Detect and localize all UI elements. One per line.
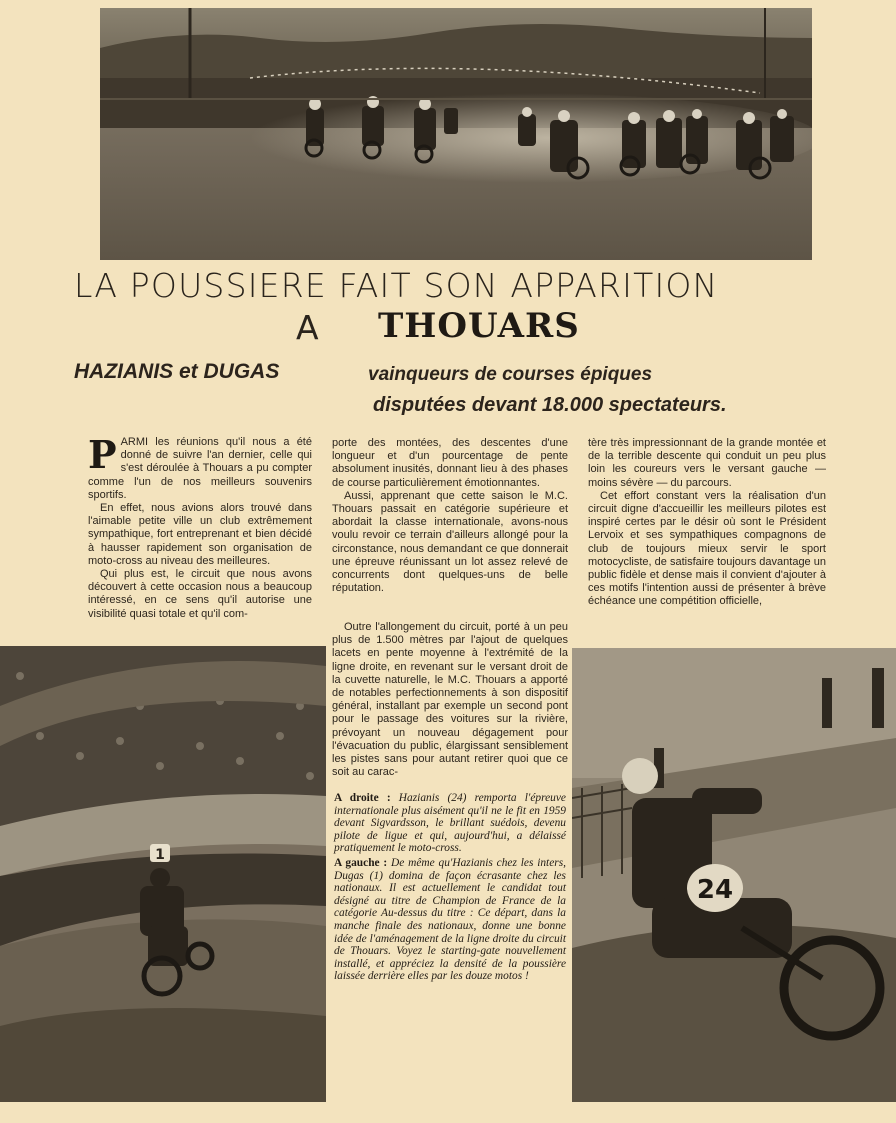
subheadline-text: vainqueurs de courses épiques: [368, 364, 653, 385]
col1-paragraph-2: En effet, nous avions alors trouvé dans l'aimable petite ville un club extrêmement sympathique, fort entreprenant et bien décidé à hausser rapidement son organisation de moto-cross au niveau des meilleures.: [88, 502, 312, 567]
drop-cap: P: [88, 432, 117, 477]
article-column-2b: [332, 621, 568, 779]
headline-prefix: A: [296, 308, 319, 347]
col3-paragraph-2: Cet effort constant vers la réalisation d'un circuit digne d'accueillir les meilleurs pilotes est inspiré certes par le désir où sont le Président Lervoix et ses sympathiques compagnons de club de toujours mieux servir le sport motocycliste, de satisfaire toujours davantage un public fidèle et dense mais il convient d'ajouter à ces motifs l'intention aussi de présenter à brève échéance une compétition officielle,: [588, 489, 826, 608]
article-column-3: [588, 437, 826, 609]
subheadline-line2: disputées devant 18.000 spectateurs.: [373, 394, 727, 416]
col1-paragraph-1: ARMI les réunions qu'il nous a été donné de suivre l'an dernier, celle qui s'est déroulée à Thouars a pu compter comme l'un de nos meilleurs souvenirs sportifs.: [88, 436, 312, 501]
headline-town: THOUARS: [378, 306, 580, 346]
caption-right-label: A droite :: [334, 792, 391, 804]
col2-paragraph-1: porte des montées, des descentes d'une longueur et d'un pourcentage de pente absolument inusités, donnant lieu à des phases de course particulièrement émotionnantes.: [332, 437, 568, 489]
col3-paragraph-1: tère très impressionnant de la grande montée et de la terrible descente qui conduit un peu plus loin les coureurs vers le versant gauche — moins sévère — du parcours.: [588, 437, 826, 489]
col2-paragraph-2: Aussi, apprenant que cette saison le M.C. Thouars passait en catégorie supérieure et abordait la classe internationale, avons-nous voulu revoir ce terrain d'ailleurs allongé pour la circonstance, nous demandant ce que donnerait une épreuve réunissant un lot assez relevé de concurrents dont quelques-uns de belle réputation.: [332, 489, 568, 595]
headline: LA POUSSIERE FAIT SON APPARITION: [74, 266, 719, 305]
photo-caption: [334, 792, 566, 985]
race-start-photo: [100, 8, 812, 260]
col1-paragraph-3: Qui plus est, le circuit que nous avons découvert à cette occasion nous a beaucoup intéressé, en ce sens qu'il autorise une visibilité quasi totale et qu'il com-: [88, 568, 312, 620]
rider-number-1: 1: [155, 847, 165, 863]
hazianis-photo: [572, 648, 896, 1102]
rider-number-24: 24: [696, 875, 734, 905]
article-column-2: [332, 437, 568, 595]
caption-left-label: A gauche :: [334, 856, 388, 869]
article-column-1: [88, 432, 312, 621]
caption-left-text: De même qu'Hazianis chez les inters, Dugas (1) domina de façon écrasante chez les nationaux. Il est actuellement le candidat tout désigné au titre de Champion de France de la catégorie Au-dessus du titre : Ce départ, dans la manche finale des nationaux, donne une bonne idée de l'aménagement de la ligne droite du circuit de Thouars. Voyez le starting-gate nouvellement installé, et appréciez la densité de la poussière laissée derrière elles par les douze motos !: [334, 856, 566, 983]
col2-paragraph-3: Outre l'allongement du circuit, porté à un peu plus de 1.500 mètres par l'ajout de quelques lacets en pente moyenne à l'extrémité de la ligne droite, en revenant sur le versant droit de la cuvette naturelle, le M.C. Thouars a apporté de notables perfectionnements à son dispositif général, installant par exemple un second pont pour le passage des voitures sur la rivière, prévoyant un nouveau dégagement pour l'évacuation du public, élargissant sensiblement les pistes sans pour autant retirer quoi que ce soit au carac-: [332, 621, 568, 779]
caption-right-text: Hazianis (24) remporta l'épreuve internationale plus aisément qu'il ne le fit en 1959 devant Sigvardsson, le brillant suédois, devenu pilote de ligue et qui, aujourd'hui, a délaissé pratiquement le moto-cross.: [334, 792, 566, 855]
subheadline-names: HAZIANIS et DUGAS: [74, 360, 280, 383]
dugas-photo: [0, 646, 326, 1102]
